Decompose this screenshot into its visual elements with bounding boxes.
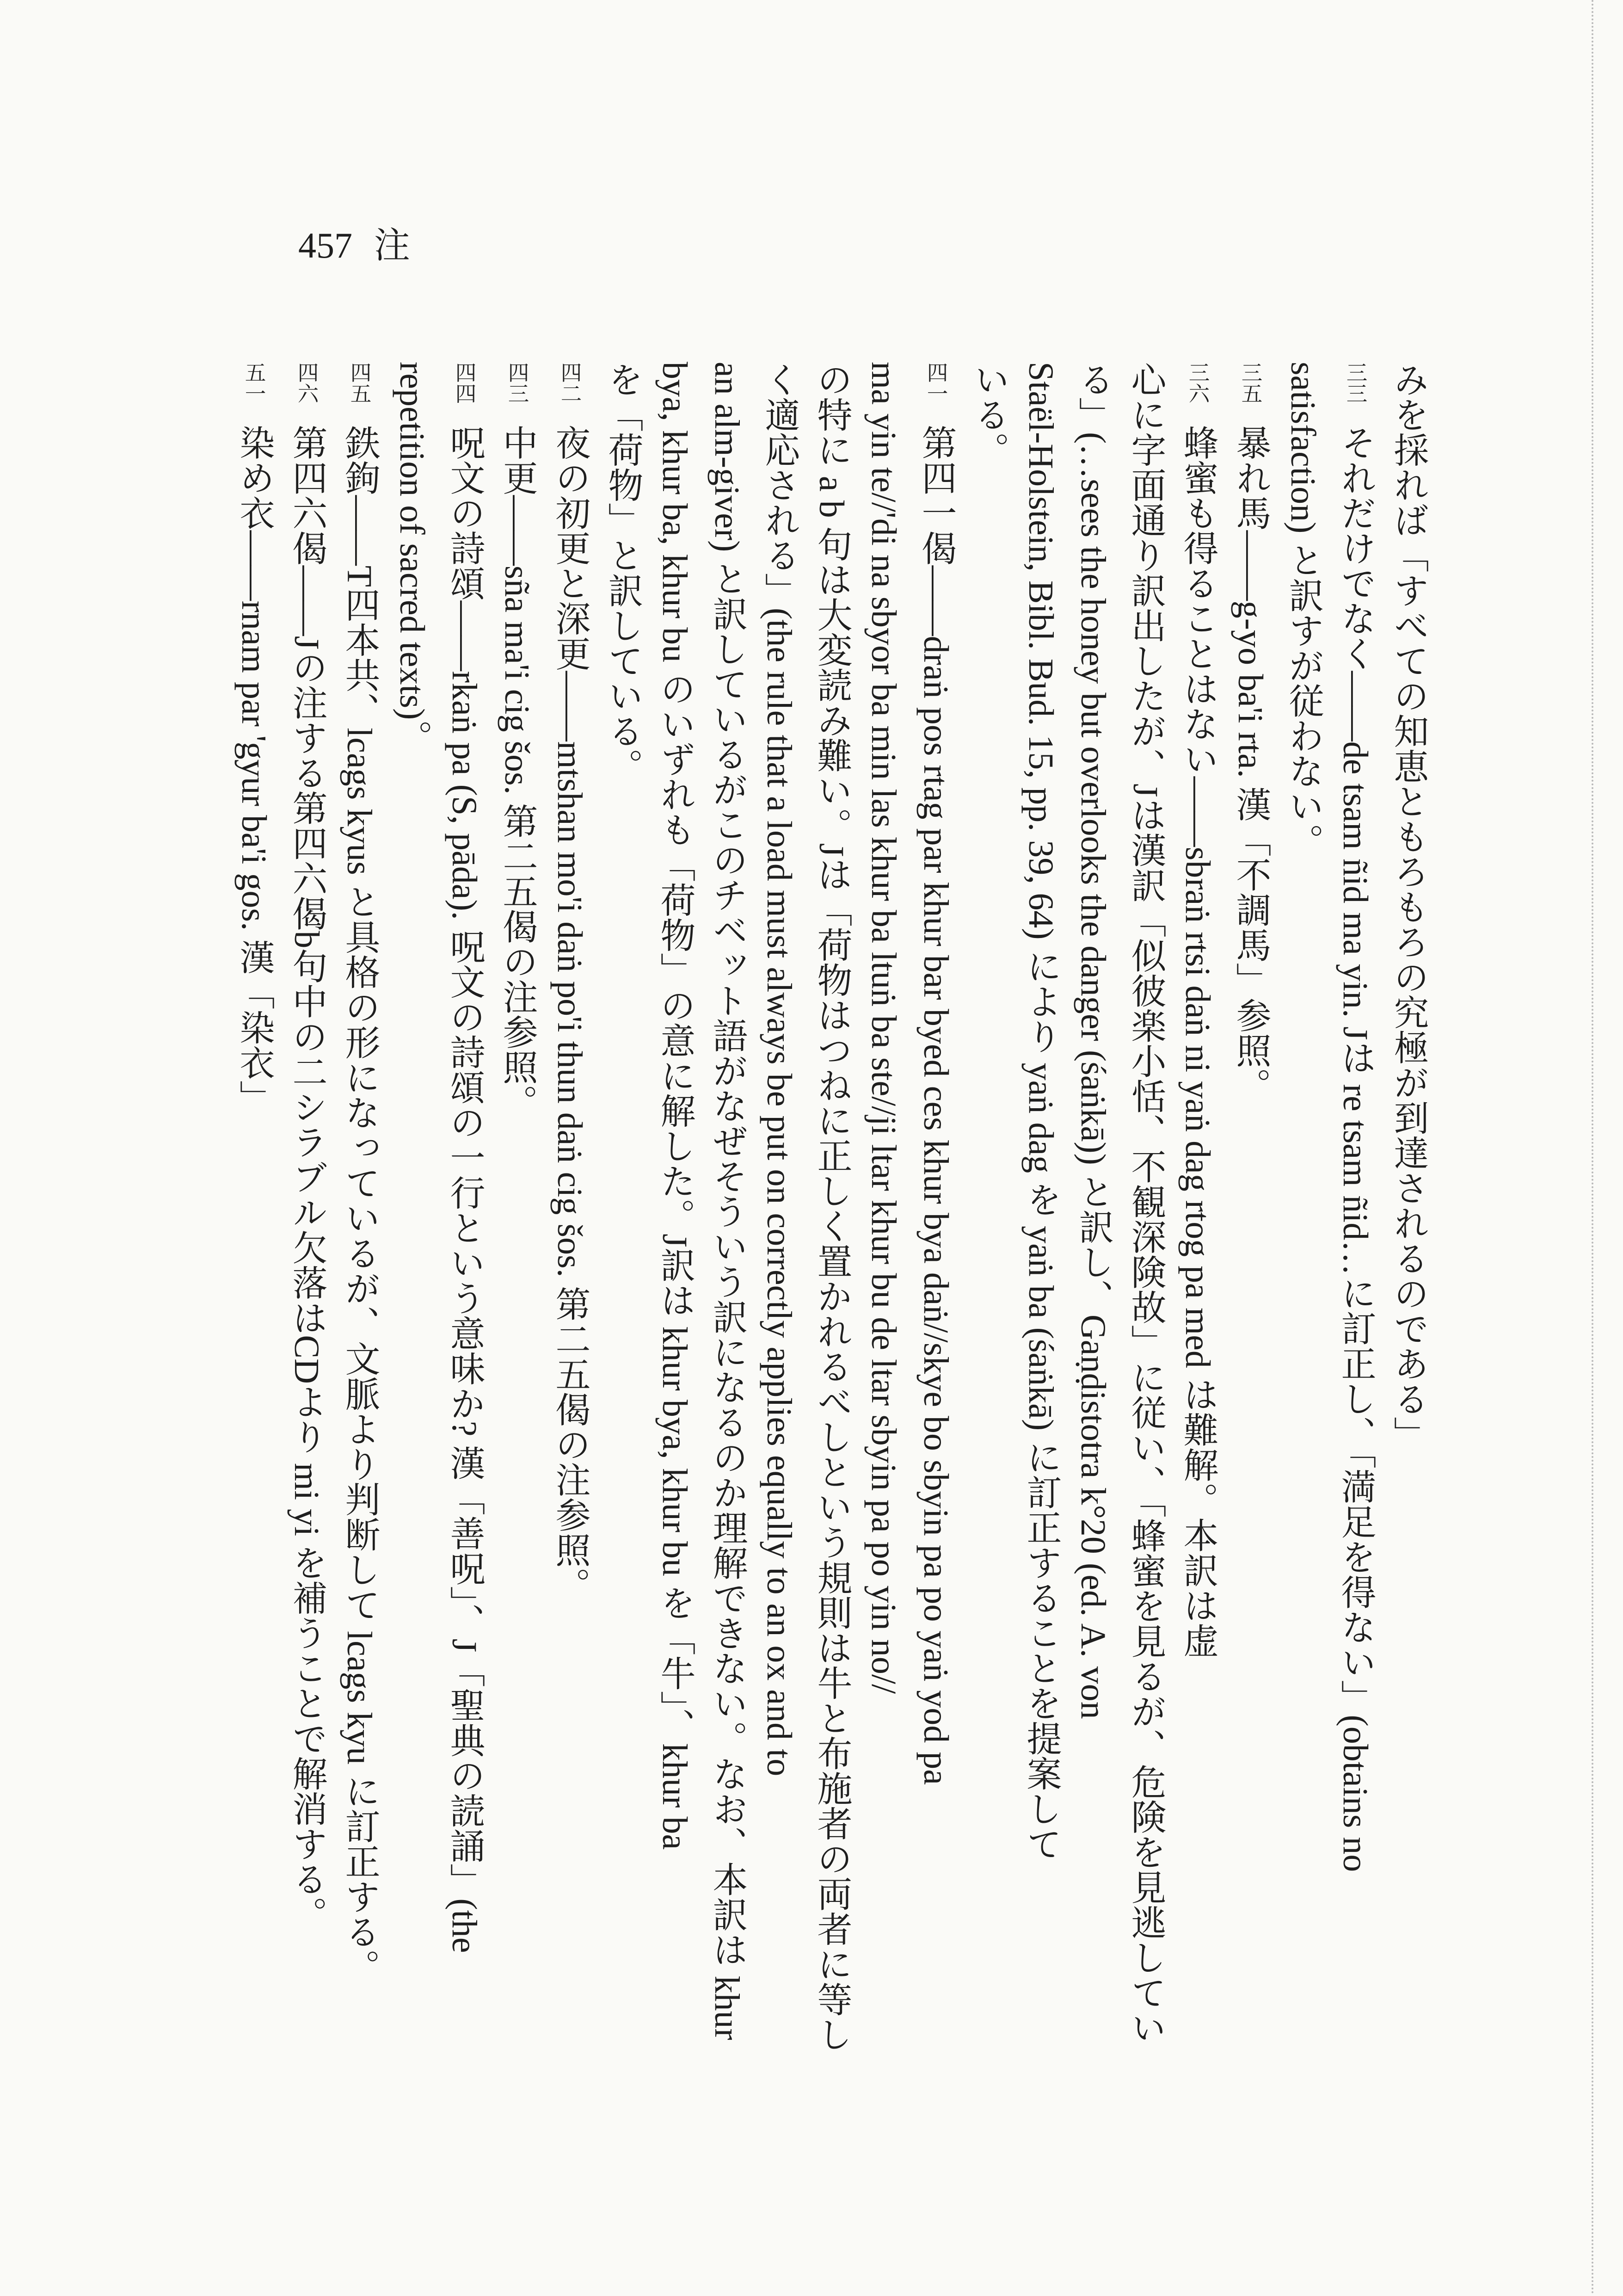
note-text: 染め衣——rnam par 'gyur ba'i gos. 漢「染衣」 [234,425,273,1116]
note-33 [1277,362,1382,2249]
note-text: 暴れ馬——g-yo ba'i rta. 漢「不調馬」参照。 [1231,425,1270,1103]
note-text: 夜の初更と深更——mtshan mo'i daṅ po'i thun daṅ cig šos. 第二五偈の注参照。 [550,425,589,1603]
note-45 [333,362,386,2249]
text-column [1224,362,1277,2249]
note-41 [596,362,962,2249]
note-text: repetition of sacred texts)。 [393,362,431,755]
text-column [543,362,596,2249]
text-column [753,362,805,2249]
note-number: 四三 [505,362,529,404]
text-column [491,362,543,2249]
note-number: 四一 [924,362,948,404]
note-number: 四六 [295,362,319,404]
note-text: 第四六偈——Jの注する第四六偈b句中の二シラブル欠落はCDより mi yi を補うことで解消する。 [287,425,326,1932]
note-number: 四四 [453,362,476,404]
text-column [857,362,910,2249]
text-column [386,362,438,2249]
running-header [298,225,410,265]
note-number: 三六 [1186,362,1210,404]
text-column [1119,362,1171,2249]
note-number: 五一 [242,362,266,404]
note-number: 四五 [348,362,371,404]
note-text: それだけでなく——de tsam ñid ma yin. Jは re tsam ñid…に訂正し、「満足を得ない」(obtains no [1336,425,1375,1872]
note-text: く適応される」(the rule that a load must always be put on correctly applies equally to an ox and to [760,362,799,1777]
note-number: 三五 [1239,362,1262,404]
note-35 [1224,362,1277,2249]
text-column [1014,362,1067,2249]
text-column [805,362,857,2249]
note-46 [280,362,333,2249]
text-column [438,362,491,2249]
text-column [1171,362,1224,2249]
note-42 [543,362,596,2249]
note-text: 呪文の詩頌——rkaṅ pa (S, pāda). 呪文の詩頌の一行という意味か? 漢「善呪」、J「聖典の読誦」(the [445,425,484,1953]
text-column [648,362,701,2249]
note-text: 蜂蜜も得ることはない——sbraṅ rtsi daṅ ni yaṅ dag rtog pa med は難解。本訳は虚 [1178,425,1217,1658]
text-column [701,362,753,2249]
note-continuation [1382,362,1434,2249]
text-column [1329,362,1382,2249]
note-text: る」(…sees the honey but overlooks the danger (śaṅkā)) と訳し、Gaṇḍistotra k°20 (ed. A. von [1074,362,1113,1719]
note-43 [491,362,543,2249]
text-column [1067,362,1119,2249]
text-column [280,362,333,2249]
note-text: 中更——sña ma'i cig šos. 第二五偈の注参照。 [498,425,536,1120]
note-text: を「荷物」と訳している。 [603,362,642,784]
note-text: bya, khur ba, khur bu のいずれも「荷物」の意に解した。J訳は khur bya, khur bu を「牛」、khur ba [655,362,694,1850]
text-column [1382,362,1434,2249]
text-column [227,362,280,2249]
page-number: 457 [298,225,352,265]
text-column [596,362,648,2249]
note-text: Staël-Holstein, Bibl. Bud. 15, pp. 39, 64) により yaṅ dag を yaṅ ba (śaṅkā) に訂正することを提案して [1021,362,1060,1862]
text-column [1277,362,1329,2249]
note-text: みを採れば「すべての知恵ともろもろの究極が到達されるのである」 [1389,362,1427,1451]
note-number: 四二 [558,362,582,404]
note-text: satisfaction) と訳すが従わない。 [1284,362,1322,859]
text-column [333,362,386,2249]
note-text: an alm-giver) と訳しているがこのチベット語がなぜそういう訳になるのか理解できない。なお、本訳は khur [707,362,746,2040]
note-44 [386,362,491,2249]
page-title: 注 [374,225,410,265]
note-text: 鉄鉤——T四本共、lcags kyus と具格の形になっているが、文脈より判断して lcags kyu に訂正する。 [340,425,379,1985]
note-text: 心に字面通り訳出したが、Jは漢訳「似彼楽小恬、不観深険故」に従い、「蜂蜜を見るが、危険を見逃してい [1126,362,1165,2045]
text-column [962,362,1014,2249]
note-36 [962,362,1224,2249]
note-text: ma yin te//'di na sbyor ba min las khur ba ltuṅ ba ste//ji ltar khur bu de ltar sbyin pa po yin no// [864,362,903,1694]
text-column [910,362,962,2249]
note-text: の特に a b 句は大変読み難い。Jは「荷物はつねに正しく置かれるべしという規則は牛と布施者の両者に等し [812,362,851,2052]
note-51 [227,362,280,2249]
notes-body [227,362,1434,2249]
binding-edge [1592,0,1593,2296]
note-text: いる。 [969,362,1008,467]
note-number: 三三 [1344,362,1367,404]
note-text: 第四一偈——draṅ pos rtag par khur bar byed ces khur bya daṅ//skye bo sbyin pa po yaṅ yod pa [916,425,955,1785]
